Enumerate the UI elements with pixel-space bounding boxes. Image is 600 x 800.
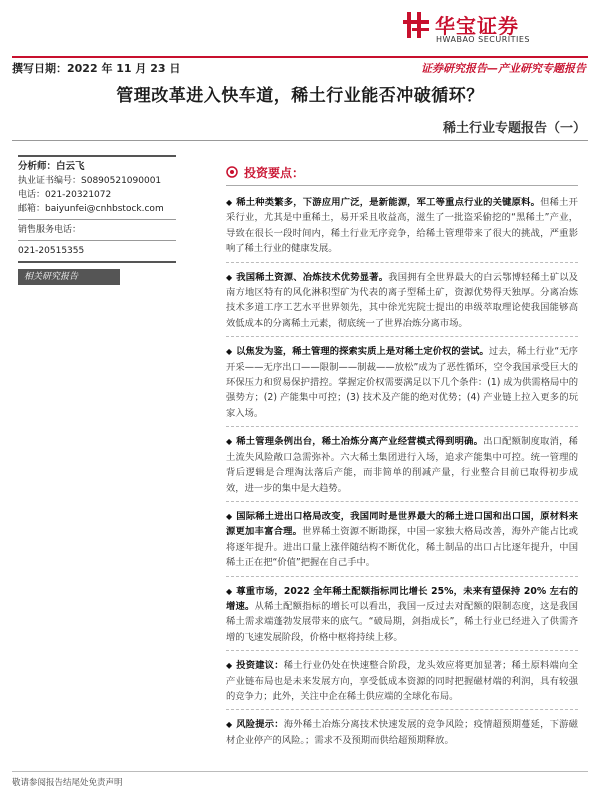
analyst-license: 执业证书编号：S0890521090001 xyxy=(18,176,162,186)
diamond-bullet-icon: ◆ xyxy=(226,511,233,521)
key-point-body: 海外稀土冶炼分离技术快速发展的竞争风险；疫情超预期蔓延，下游磁材企业停产的风险。；需求不及预期而供给超预期释放。 xyxy=(226,719,578,746)
key-point-lead: 稀土种类繁多，下游应用广泛，是新能源，军工等重点行业的关键原料。 xyxy=(236,197,541,208)
item-separator xyxy=(226,262,578,263)
analyst-name: 分析师：白云飞 xyxy=(18,161,85,172)
report-subtitle: 稀土行业专题报告（一） xyxy=(442,121,586,136)
key-point-body: 我国拥有全世界最大的白云鄂博轻稀土矿以及南方地区特有的风化淋积型矿为代表的离子型稀土矿，资源优势得天独厚。分离冶炼技术多道工序工艺水平世界领先，其中徐光宪院士提出的串级萃取理论使我国能够高效低成本的分离稀土元素，彻底统一了世界冶炼分离市场。 xyxy=(226,271,578,329)
sidebar-rule xyxy=(18,261,176,263)
item-separator xyxy=(226,336,578,337)
key-points-title: 投资要点： xyxy=(244,165,305,180)
company-logo xyxy=(403,8,578,46)
key-point-body: 世界稀土资源不断勘探，中国一家独大格局改善，海外产能占比或将逐年提升。进出口量上涨伴随结构不断优化，稀土制品的出口占比逐年提升，中国稀土正在把“价值”把握在自己手中。 xyxy=(226,526,578,569)
sidebar-rule xyxy=(18,155,176,157)
key-point-item xyxy=(226,717,578,748)
report-date: 撰写日期：2022 年 11 月 23 日 xyxy=(12,62,181,75)
key-points-rule xyxy=(226,185,578,186)
item-separator xyxy=(226,650,578,651)
key-points-heading xyxy=(226,162,578,182)
key-point-item xyxy=(226,509,578,571)
logo-name-en: HWABAO SECURITIES xyxy=(436,35,530,44)
sales-phone: 021-20515355 xyxy=(18,246,85,256)
key-point-lead: 尊重市场，2022 全年稀土配额指标同比增长 25%，未来有望保持 20% 左右的增速。 xyxy=(226,585,578,612)
target-icon xyxy=(226,166,238,178)
logo-name-cn: 华宝证券 xyxy=(435,14,519,38)
header-rule xyxy=(12,56,588,58)
footer-disclaimer: 敬请参阅报告结尾处免责声明 xyxy=(12,778,123,788)
item-separator xyxy=(226,709,578,710)
report-series: 证券研究报告—产业研究专题报告 xyxy=(421,62,586,75)
item-separator xyxy=(226,501,578,502)
diamond-bullet-icon: ◆ xyxy=(226,272,233,282)
key-points-section xyxy=(226,162,578,748)
key-point-body: 稀土行业仍处在快速整合阶段，龙头效应将更加显著；稀土原料端向全产业链布局也是未来发展方向，享受低成本资源的同时把握磁材端的利润，具有较强的竞争力；此外，关注中企在稀土供应端的全球化布局。 xyxy=(226,660,578,702)
key-point-item xyxy=(226,270,578,332)
item-separator xyxy=(226,576,578,577)
key-point-item xyxy=(226,584,578,646)
key-point-body: 出口配额制度取消，稀土流失风险敞口急需弥补。六大稀土集团进行入场，追求产能集中可控。统一管理的背后逻辑是合理淘汰落后产能，而非简单的削减产量，行业整合目前已取得初步成效，进一步的集中是大趋势。 xyxy=(226,436,578,494)
diamond-bullet-icon: ◆ xyxy=(226,661,233,671)
logo-mark-icon xyxy=(403,10,429,40)
key-point-item xyxy=(226,344,578,421)
key-point-lead: 国际稀土进出口格局改变，我国同时是世界最大的稀土进口国和出口国，原材料来源更加丰富合理。 xyxy=(226,510,578,538)
sales-label: 销售服务电话： xyxy=(18,225,82,235)
footer-rule xyxy=(12,771,588,772)
key-point-body: 从稀土配额指标的增长可以看出，我国一反过去对配额的限制态度，这是我国稀土需求端蓬勃发展带来的底气。“破局期，剑指成长”，稀土行业已经进入了供需齐增的飞速发展阶段，价格中枢将持续上移。 xyxy=(226,600,578,643)
key-point-lead: 稀土管理条例出台，稀土冶炼分离产业经营模式得到明确。 xyxy=(236,436,484,448)
related-reports-label: 相关研究报告 xyxy=(18,269,120,285)
key-point-item xyxy=(226,195,578,257)
title-rule xyxy=(12,140,588,141)
key-point-lead: 以焦发为鉴，稀土管理的探索实质上是对稀土定价权的尝试。 xyxy=(236,346,489,358)
key-point-lead: 风险提示： xyxy=(236,719,284,731)
key-point-item xyxy=(226,658,578,704)
diamond-bullet-icon: ◆ xyxy=(226,586,233,596)
report-title: 管理改革进入快车道，稀土行业能否冲破循环？ xyxy=(116,86,484,106)
diamond-bullet-icon: ◆ xyxy=(226,720,233,730)
key-point-body: 过去，稀土行业“无序开采——无序出口——限制——制裁——放松”成为了恶性循环，空令我国承受巨大的环保压力和贸易保护措控。掌握定价权需要满足以下几个条件：(1) 成为供需格局中的强势方；(2) 产能集中可控；(3) 技术及产能的绝对优势；(4) 产业链上拉入更多的玩家入场。 xyxy=(226,346,578,419)
diamond-bullet-icon: ◆ xyxy=(226,437,233,447)
analyst-email: 邮箱：baiyunfei@cnhbstock.com xyxy=(18,204,164,214)
key-point-lead: 我国稀土资源、冶炼技术优势显著。 xyxy=(236,271,389,283)
diamond-bullet-icon: ◆ xyxy=(226,347,233,357)
sidebar-divider xyxy=(18,240,176,241)
diamond-bullet-icon: ◆ xyxy=(226,198,233,207)
key-point-item xyxy=(226,434,578,496)
key-point-body: 但稀土开采行业，尤其是中重稀土，易开采且收益高，滋生了一批盗采偷挖的“黑稀土”产业，导致在很长一段时间内，稀土行业无序竞争，给稀土管理带来了很大的挑战，严重影响了稀土行业的健康发展。 xyxy=(226,197,578,255)
analyst-sidebar xyxy=(18,152,176,285)
item-separator xyxy=(226,426,578,427)
analyst-phone: 电话：021-20321072 xyxy=(18,190,112,200)
key-point-lead: 投资建议： xyxy=(236,660,284,672)
sidebar-divider xyxy=(18,219,176,220)
